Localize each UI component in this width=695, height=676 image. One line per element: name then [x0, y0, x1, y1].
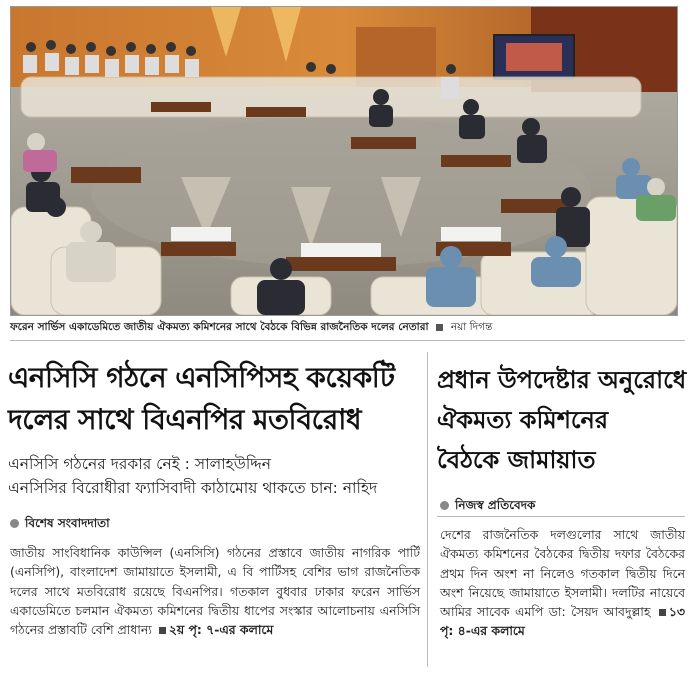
caption-text: ফরেন সার্ভিস একাডেমিতে জাতীয় ঐকমত্য কমিশনের সাথে বৈঠকে বিভিন্ন রাজনৈতিক দলের নেতারা	[10, 321, 429, 333]
column-divider	[427, 352, 428, 667]
square-bullet-icon	[159, 627, 166, 634]
byline-divider	[437, 516, 685, 517]
square-bullet-icon	[436, 324, 443, 331]
left-byline-text: বিশেষ সংবাদদাতা	[25, 516, 110, 530]
right-byline	[440, 497, 535, 517]
left-byline	[10, 515, 110, 535]
right-jump-text: ১৩ পৃ: ৪-এর কলামে	[440, 604, 685, 639]
bullet-dot-icon	[10, 519, 19, 528]
left-subhead-2: এনসিসির বিরোধীরা ফ্যাসিবাদী কাঠামোয় থাকতে চান: নাহিদ	[8, 479, 378, 497]
left-jump-link[interactable]	[156, 622, 273, 637]
right-headline-line2: ঐকমত্য কমিশনের	[437, 406, 609, 434]
left-headline-line1: এনসিসি গঠনে এনসিপিসহ কয়েকটি	[8, 361, 395, 394]
photo-caption	[10, 320, 690, 337]
left-article-body	[10, 543, 420, 639]
bullet-dot-icon	[440, 501, 449, 510]
left-subhead-1: এনসিসি গঠনের দরকার নেই : সালাহউদ্দিন	[8, 455, 271, 473]
right-body-text: দেশের রাজনৈতিক দলগুলোর সাথে জাতীয় ঐকমত্য কমিশনের বৈঠকের দ্বিতীয় দফার বৈঠকের প্রথম দিন অংশ না নিলেও গতকাল দ্বিতীয় দিনে অংশ নিয়েছে জামায়াতে ইসলামী। দলটির নায়েবে আমির সাবেক এমপি ডা: সৈয়দ আবদুল্লাহ	[440, 527, 685, 620]
left-jump-text: ২য় পৃ: ৭-এর কলামে	[168, 622, 274, 638]
photo-credit: নয়া দিগন্ত	[450, 321, 493, 333]
divider	[10, 340, 685, 341]
right-article-body	[440, 525, 685, 641]
right-headline-line1: প্রধান উপদেষ্টার অনুরোধে	[437, 366, 687, 394]
right-byline-text: নিজস্ব প্রতিবেদক	[455, 498, 536, 512]
left-headline-line2: দলের সাথে বিএনপির মতবিরোধ	[8, 403, 362, 436]
right-headline-line3: বৈঠকে জামায়াত	[437, 446, 596, 474]
left-body-text: জাতীয় সাংবিধানিক কাউন্সিল (এনসিসি) গঠনের প্রস্তাবে জাতীয় নাগরিক পার্টি (এনসিপি), বাংলাদেশ জামায়াতে ইসলামী, এ বি পার্টিসহ বেশির ভাগ রাজনৈতিক দলের সাথে মতবিরোধ রয়েছে বিএনপির। গতকাল বুধবার ঢাকার ফরেন সার্ভিস একাডেমিতে চলমান ঐকমত্য কমিশনের দ্বিতীয় ধাপের সংস্কার আলোচনায় এনসিসি গঠনের প্রস্তাবটি বেশি প্রাধান্য	[10, 545, 420, 638]
square-bullet-icon	[659, 609, 666, 616]
meeting-photo	[10, 6, 678, 316]
